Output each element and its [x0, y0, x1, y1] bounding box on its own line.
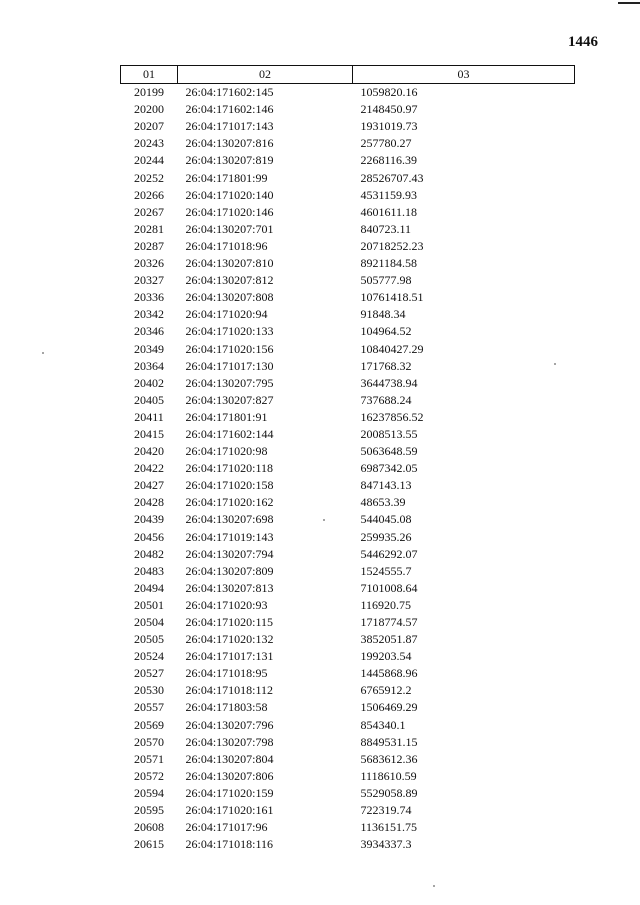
cell-value: 10761418.51 [360, 290, 424, 305]
cell-id: 20200 [134, 102, 164, 117]
table-row [121, 443, 575, 460]
cell-value: 1931019.73 [360, 119, 418, 134]
cell-id: 20207 [134, 119, 164, 134]
cell-id: 20252 [134, 170, 164, 185]
table-row [121, 836, 575, 853]
cell-id: 20427 [134, 478, 164, 493]
table-row [121, 255, 575, 272]
header-row [121, 66, 575, 84]
cell-id: 20342 [134, 307, 164, 322]
cell-id: 20420 [134, 444, 164, 459]
cell-id: 20349 [134, 341, 164, 356]
cell-id: 20557 [134, 700, 164, 715]
cell-id: 20501 [134, 597, 164, 612]
cell-cadastral-number: 26:04:171017:143 [185, 119, 274, 134]
cell-value: 8849531.15 [360, 734, 418, 749]
table-row [121, 631, 575, 648]
cell-id: 20505 [134, 632, 164, 647]
table-row [121, 580, 575, 597]
table-row [121, 289, 575, 306]
table-header [121, 66, 575, 84]
table-row [121, 477, 575, 494]
table-row [121, 341, 575, 358]
cell-cadastral-number: 26:04:171602:145 [185, 85, 274, 100]
cell-id: 20530 [134, 683, 164, 698]
cell-cadastral-number: 26:04:171017:130 [185, 358, 274, 373]
cell-id: 20571 [134, 751, 164, 766]
cell-value: 722319.74 [360, 803, 412, 818]
cell-value: 171768.32 [360, 358, 412, 373]
table-body [121, 84, 575, 854]
cell-id: 20482 [134, 546, 164, 561]
table-row [121, 546, 575, 563]
cell-cadastral-number: 26:04:130207:813 [185, 580, 274, 595]
cell-cadastral-number: 26:04:171020:132 [185, 632, 274, 647]
table-row [121, 392, 575, 409]
table-row [121, 614, 575, 631]
cell-id: 20346 [134, 324, 164, 339]
table-row [121, 751, 575, 768]
table-row [121, 306, 575, 323]
cell-value: 1718774.57 [360, 615, 418, 629]
cell-cadastral-number: 26:04:171017:96 [185, 820, 268, 835]
cell-value: 1445868.96 [360, 666, 418, 681]
cell-value: 6987342.05 [360, 461, 418, 476]
cell-cadastral-number: 26:04:171018:112 [185, 683, 274, 698]
table-row [121, 819, 575, 836]
table-row [121, 785, 575, 802]
table-row [121, 563, 575, 580]
cell-cadastral-number: 26:04:171018:95 [185, 666, 268, 681]
cell-value: 48653.39 [360, 495, 406, 510]
cell-value: 116920.75 [360, 597, 412, 612]
cell-cadastral-number: 26:04:171020:162 [185, 495, 274, 510]
column-header-01: 01 [121, 66, 178, 84]
cell-id: 20524 [134, 649, 164, 664]
table-row [121, 187, 575, 204]
column-header-02: 02 [178, 66, 353, 84]
cell-cadastral-number: 26:04:171020:93 [185, 597, 268, 612]
table-row [121, 204, 575, 221]
cell-value: 3644738.94 [360, 375, 418, 390]
table-row [121, 717, 575, 734]
cell-cadastral-number: 26:04:171602:146 [185, 102, 274, 117]
cell-id: 20594 [134, 785, 164, 800]
cell-cadastral-number: 26:04:171020:94 [185, 307, 268, 322]
cell-id: 20483 [134, 563, 164, 578]
cell-id: 20504 [134, 615, 164, 629]
cell-cadastral-number: 26:04:130207:819 [185, 153, 274, 168]
cell-id: 20405 [134, 392, 164, 407]
cell-value: 1118610.59 [360, 768, 417, 783]
table-row [121, 118, 575, 135]
cell-cadastral-number: 26:04:171019:143 [185, 529, 274, 544]
scan-speck [433, 885, 435, 887]
cell-cadastral-number: 26:04:171018:96 [185, 238, 268, 253]
cell-id: 20266 [134, 187, 164, 202]
cell-id: 20326 [134, 256, 164, 271]
cell-cadastral-number: 26:04:130207:798 [185, 734, 274, 749]
table-row [121, 358, 575, 375]
cell-cadastral-number: 26:04:171801:91 [185, 409, 268, 424]
cell-value: 8921184.58 [360, 256, 418, 271]
cell-value: 5529058.89 [360, 785, 418, 800]
table-row [121, 802, 575, 819]
cell-cadastral-number: 26:04:171020:133 [185, 324, 274, 339]
cell-cadastral-number: 26:04:171020:146 [185, 204, 274, 219]
table-row [121, 682, 575, 699]
cell-cadastral-number: 26:04:130207:794 [185, 546, 274, 561]
cell-cadastral-number: 26:04:130207:812 [185, 273, 274, 288]
cell-value: 7101008.64 [360, 580, 418, 595]
cell-value: 5063648.59 [360, 444, 418, 459]
cell-cadastral-number: 26:04:171018:116 [185, 837, 274, 852]
cell-value: 10840427.29 [360, 341, 424, 356]
cell-cadastral-number: 26:04:130207:808 [185, 290, 274, 305]
cell-cadastral-number: 26:04:171017:131 [185, 649, 274, 664]
cell-id: 20243 [134, 136, 164, 151]
cell-id: 20422 [134, 461, 164, 476]
scan-speck [42, 352, 44, 354]
cell-id: 20244 [134, 153, 164, 168]
cell-id: 20199 [134, 85, 164, 100]
cell-cadastral-number: 26:04:130207:795 [185, 375, 274, 390]
data-table [120, 65, 575, 853]
table-row [121, 529, 575, 546]
table-row [121, 409, 575, 426]
cell-cadastral-number: 26:04:130207:698 [185, 512, 274, 527]
cell-cadastral-number: 26:04:130207:810 [185, 256, 274, 271]
table-row [121, 152, 575, 169]
table-row [121, 221, 575, 238]
cell-cadastral-number: 26:04:171602:144 [185, 426, 274, 441]
table-row [121, 272, 575, 289]
table-row [121, 323, 575, 340]
cell-id: 20287 [134, 238, 164, 253]
cell-id: 20411 [134, 409, 164, 424]
cell-id: 20569 [134, 717, 164, 732]
cell-cadastral-number: 26:04:130207:809 [185, 563, 274, 578]
table-row [121, 665, 575, 682]
scan-edge-mark [618, 2, 640, 4]
cell-value: 2008513.55 [360, 426, 418, 441]
table-row [121, 734, 575, 751]
cell-cadastral-number: 26:04:130207:796 [185, 717, 274, 732]
table-row [121, 135, 575, 152]
cell-value: 16237856.52 [360, 409, 424, 424]
table-row [121, 238, 575, 255]
cell-value: 854340.1 [360, 717, 406, 732]
cell-cadastral-number: 26:04:171020:161 [185, 803, 274, 818]
cell-id: 20494 [134, 580, 164, 595]
table-row [121, 426, 575, 443]
page-number: 1446 [568, 34, 598, 50]
cell-id: 20281 [134, 221, 164, 236]
cell-value: 840723.11 [360, 221, 412, 236]
cell-value: 1506469.29 [360, 700, 418, 715]
cell-id: 20364 [134, 358, 164, 373]
table-row [121, 699, 575, 716]
table-row [121, 511, 575, 528]
table-row [121, 648, 575, 665]
cell-cadastral-number: 26:04:171020:158 [185, 478, 274, 493]
cell-cadastral-number: 26:04:171803:58 [185, 700, 268, 715]
cell-id: 20327 [134, 273, 164, 288]
cell-id: 20336 [134, 290, 164, 305]
cell-value: 544045.08 [360, 512, 412, 527]
cell-value: 199203.54 [360, 649, 412, 664]
cell-id: 20615 [134, 837, 164, 852]
cell-id: 20595 [134, 803, 164, 818]
column-header-03: 03 [353, 66, 575, 84]
cell-id: 20570 [134, 734, 164, 749]
table-row [121, 597, 575, 614]
cell-value: 20718252.23 [360, 238, 424, 253]
cell-value: 257780.27 [360, 136, 412, 151]
cell-cadastral-number: 26:04:171020:156 [185, 341, 274, 356]
cell-value: 4601611.18 [360, 204, 418, 219]
scan-speck [554, 363, 556, 365]
cell-cadastral-number: 26:04:171020:140 [185, 187, 274, 202]
cell-id: 20428 [134, 495, 164, 510]
cell-cadastral-number: 26:04:130207:806 [185, 768, 274, 783]
table-row [121, 768, 575, 785]
cell-value: 5446292.07 [360, 546, 418, 561]
cell-cadastral-number: 26:04:130207:827 [185, 392, 274, 407]
cell-value: 6765912.2 [360, 683, 412, 698]
table-row [121, 101, 575, 118]
cell-value: 3852051.87 [360, 632, 418, 647]
cell-id: 20402 [134, 375, 164, 390]
cell-cadastral-number: 26:04:171020:118 [185, 461, 274, 476]
cell-value: 737688.24 [360, 392, 412, 407]
cell-value: 4531159.93 [360, 187, 418, 202]
cell-cadastral-number: 26:04:171020:98 [185, 444, 268, 459]
cell-value: 1524555.7 [360, 563, 412, 578]
cell-value: 1059820.16 [360, 85, 418, 100]
cell-value: 847143.13 [360, 478, 412, 493]
cell-id: 20456 [134, 529, 164, 544]
cell-id: 20527 [134, 666, 164, 681]
table-row [121, 84, 575, 102]
table-row [121, 494, 575, 511]
cell-id: 20439 [134, 512, 164, 527]
table-row [121, 460, 575, 477]
cell-value: 2268116.39 [360, 153, 418, 168]
table-row [121, 170, 575, 187]
cell-id: 20608 [134, 820, 164, 835]
cell-cadastral-number: 26:04:130207:816 [185, 136, 274, 151]
cell-value: 28526707.43 [360, 170, 424, 185]
table-row [121, 375, 575, 392]
cell-id: 20572 [134, 768, 164, 783]
cell-cadastral-number: 26:04:130207:701 [185, 221, 274, 236]
cell-value: 5683612.36 [360, 751, 418, 766]
cell-value: 3934337.3 [360, 837, 412, 852]
cell-value: 91848.34 [360, 307, 406, 322]
cell-value: 104964.52 [360, 324, 412, 339]
cell-value: 1136151.75 [360, 820, 418, 835]
cell-cadastral-number: 26:04:130207:804 [185, 751, 274, 766]
cell-cadastral-number: 26:04:171020:159 [185, 785, 274, 800]
cell-id: 20267 [134, 204, 164, 219]
cell-value: 2148450.97 [360, 102, 418, 117]
cell-value: 259935.26 [360, 529, 412, 544]
cell-cadastral-number: 26:04:171020:115 [185, 615, 274, 629]
scan-speck [323, 519, 325, 521]
cell-id: 20415 [134, 426, 164, 441]
cell-value: 505777.98 [360, 273, 412, 288]
cell-cadastral-number: 26:04:171801:99 [185, 170, 268, 185]
